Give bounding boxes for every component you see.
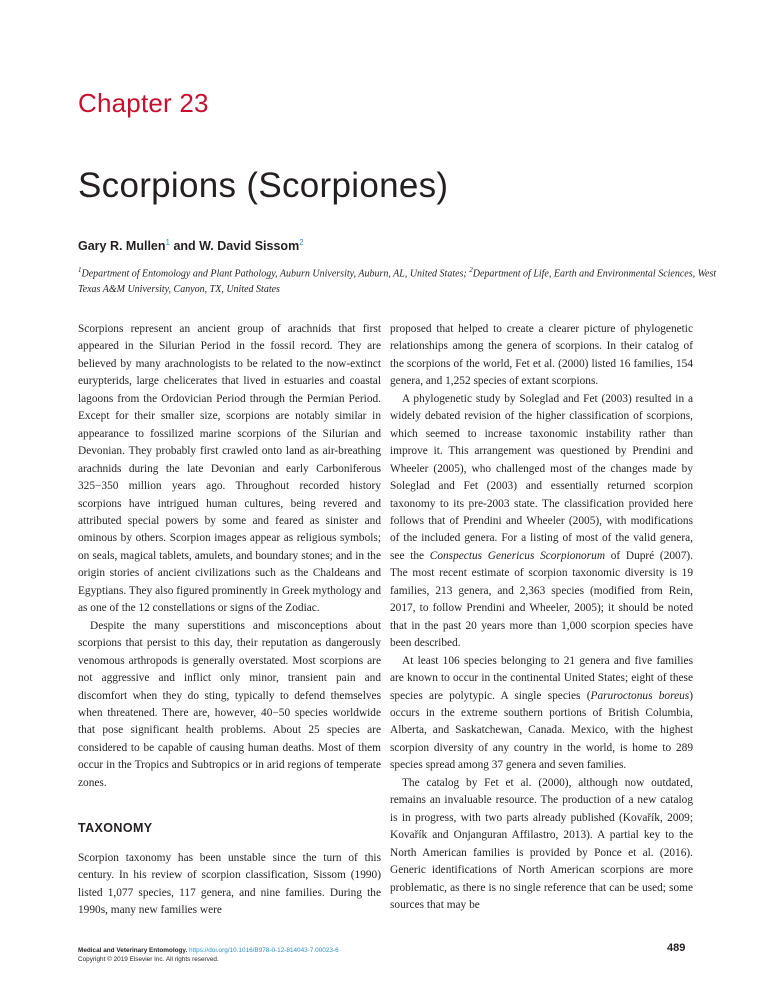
left-column [78, 321, 381, 920]
taxonomy-paragraph-4: The catalog by Fet et al. (2000), although now outdated, remains an invaluable resource. The production of a new catalog is in progress, with two parts already published (Kovařík, 2009; Kovařík and Onjanguran Affilastro, 2013). A partial key to the North American families is provided by Ponce et al. (2016). Generic identifications of North American scorpions are more problematic, as there is no single reference that can be used; some sources that may be [390, 776, 693, 911]
taxonomy-paragraph-2 [390, 391, 693, 653]
footer-source-line [78, 946, 339, 955]
right-column [390, 321, 693, 914]
footer-doi-link[interactable]: https://doi.org/10.1016/B978-0-12-814043-7.00023-6 [187, 947, 339, 954]
taxonomy-paragraph-2-part-a: A phylogenetic study by Soleglad and Fet (2003) resulted in a widely debated revision of the higher classification of scorpions, which seemed to increase taxonomic instability rather than improve it. This arrangement was questioned by Prendini and Wheeler (2005), who challenged most of the changes made by Soleglad and Fet (2003) and essentially returned scorpion taxonomy to its pre-2003 state. The classification provided here follows that of Prendini and Wheeler (2005), with modifications of the included genera. For a listing of most of the valid genera, see the [390, 392, 693, 562]
author-1-affil-mark: 1 [165, 238, 170, 247]
taxonomy-paragraph-3-part-a: At least 106 species belonging to 21 genera and five families are known to occur in the continental United States; eight of these species are polytypic. A single species ( [390, 654, 693, 702]
taxonomy-paragraph-1-cont: proposed that helped to create a clearer picture of phylogenetic relationships among the genera of scorpions. In their catalog of the scorpions of the world, Fet et al. (2000) listed 16 families, 154 genera, and 1,252 species of extant scorpions. [390, 323, 693, 388]
author-line [78, 238, 304, 253]
author-2-affil-mark: 2 [299, 238, 304, 247]
footer-book-title: Medical and Veterinary Entomology. [78, 947, 188, 954]
species-name: Paruroctonus boreus [590, 689, 690, 702]
author-1: Gary R. Mullen [78, 239, 166, 254]
intro-paragraph-2: Despite the many superstitions and misconceptions about scorpions that persist to this day, their reputation as dangerously venomous arthropods is generally overstated. Most scorpions are not aggressive and inflict only minor, transient pain and discomfort when they do sting, typically to defend themselves when threatened. There are, however, 40−50 species worldwide that pose significant health problems. About 25 species are considered to be capable of causing human deaths. Most of them occur in the Tropics and Subtropics or in arid regions of temperate zones. [78, 619, 381, 789]
footer-citation [78, 946, 339, 964]
affiliations [78, 262, 718, 298]
affil-2-mark: 2 [469, 266, 473, 274]
taxonomy-paragraph-2-part-b: of Dupré (2007). The most recent estimate of scorpion taxonomic diversity is 19 families, 213 genera, and 2,363 species (modified from Rein, 2017, to follow Prendini and Wheeler, 2005); it should be noted that in the past 20 years more than 1,000 scorpion species have been described. [390, 549, 694, 650]
footer-copyright: Copyright © 2019 Elsevier Inc. All rights reserved. [78, 956, 219, 963]
taxonomy-paragraph-3 [390, 653, 693, 775]
affil-1-text: Department of Entomology and Plant Pathology, Auburn University, Auburn, AL, United States; [81, 268, 470, 280]
chapter-label: Chapter 23 [78, 88, 209, 118]
intro-paragraph-1: Scorpions represent an ancient group of arachnids that first appeared in the Silurian Period in the fossil record. They are believed by many arachnologists to be related to the now-extinct eurypterids, large chelicerates that lived in estuaries and coastal lagoons from the Ordovician Period through the Permian Period. Except for their smaller size, scorpions are notably similar in appearance to fossilized marine scorpions of the Silurian and Devonian. They probably first crawled onto land as air-breathing arachnids during the late Devonian and early Carboniferous 325−350 million years ago. Throughout recorded history scorpions have intrigued human cultures, being revered and attributed special powers by some and feared as sinister and ominous by others. Scorpion images appear as religious symbols; on seals, magical tablets, amulets, and boundary stones; and in the origin stories of ancient civilizations such as the Chaldeans and Egyptians. They also figured prominently in Greek mythology and as one of the 12 constellations or signs of the Zodiac. [78, 323, 381, 615]
author-2: W. David Sissom [199, 239, 300, 254]
author-conjunction: and [169, 239, 200, 254]
chapter-title: Scorpions (Scorpiones) [78, 166, 449, 205]
affil-2-text: Department of Life, Earth and Environmental Sciences, West Texas A&M University, Canyon, TX, United States [78, 268, 717, 296]
section-heading-taxonomy: TAXONOMY [78, 821, 153, 836]
conspectus-title: Conspectus Genericus Scorpionorum [429, 549, 606, 562]
page-number: 489 [667, 942, 686, 954]
taxonomy-paragraph-3-part-b: ) occurs in the extreme southern portions of British Columbia, Alberta, and Saskatchewan, Canada. Mexico, with the highest scorpion diversity of any country in the world, is home to 289 species spread among 37 genera and seven families. [390, 689, 693, 772]
affil-1-mark: 1 [78, 266, 82, 274]
taxonomy-paragraph-1: Scorpion taxonomy has been unstable since the turn of this century. In his review of scorpion classification, Sissom (1990) listed 1,077 species, 117 genera, and nine families. During the 1990s, many new families were [78, 851, 381, 917]
